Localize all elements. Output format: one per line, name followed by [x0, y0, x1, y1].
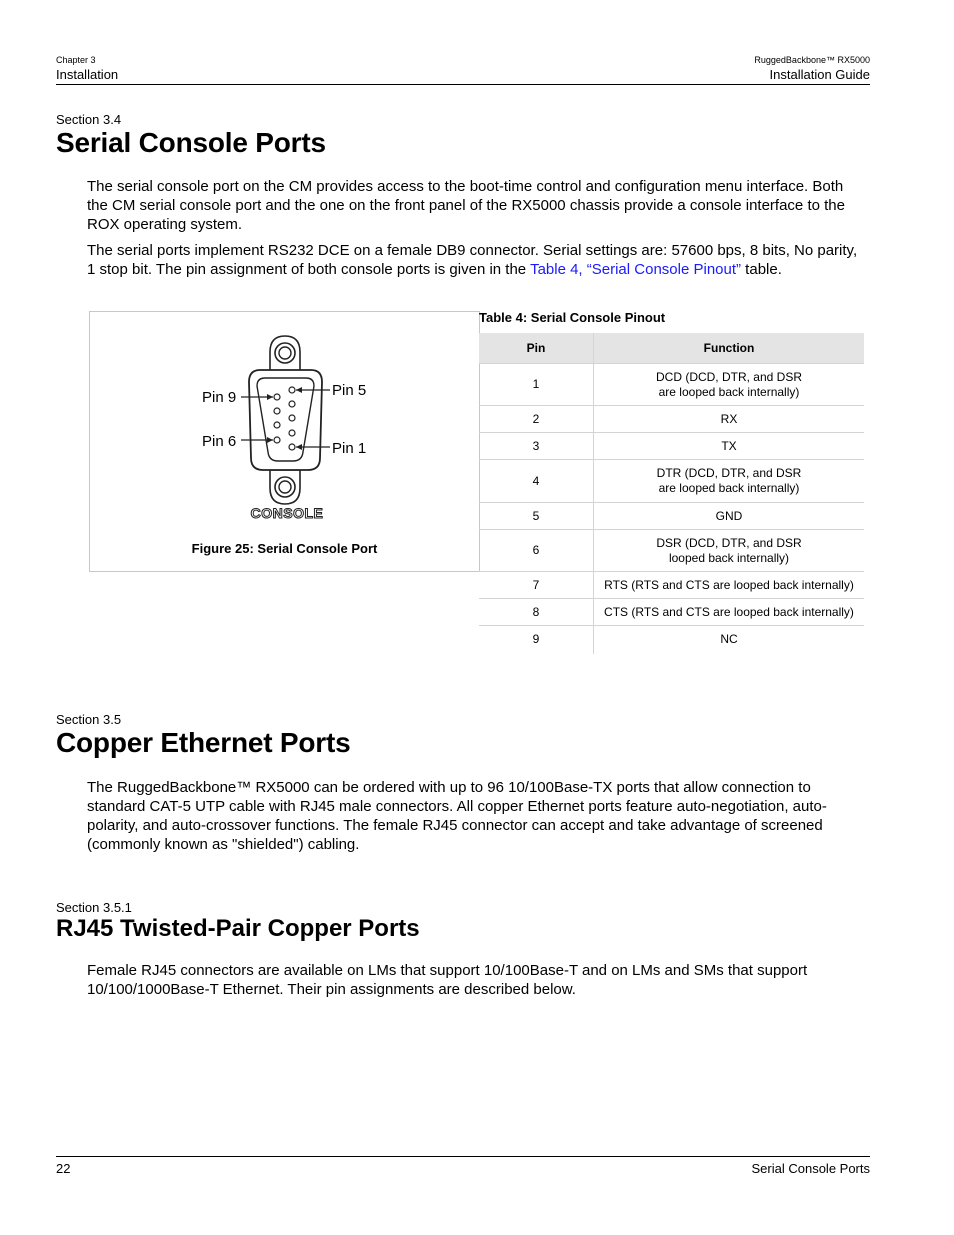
section-title: Serial Console Ports	[56, 127, 326, 158]
header-product: RuggedBackbone™ RX5000	[754, 55, 870, 65]
page-number: 22	[56, 1161, 71, 1176]
figure-box	[89, 311, 480, 572]
pin6-label: Pin 6	[202, 433, 237, 450]
function-line: DSR (DCD, DTR, and DSR	[656, 535, 802, 550]
function-line: DTR (DCD, DTR, and DSR	[656, 466, 802, 480]
header-chapter-title: Installation	[56, 67, 119, 82]
paragraph: The serial console port on the CM provides access to the boot-time control and configuration menu interface. Both the CM serial console port and the one on the front panel of the RX5000 chassis provide a console interface to the ROX operating system.	[87, 178, 845, 233]
function-cell: TX	[594, 433, 865, 460]
bottom-screw-icon	[275, 477, 295, 497]
footer-section-name: Serial Console Ports	[751, 1161, 870, 1176]
table-row	[479, 433, 864, 460]
header-rule	[56, 84, 870, 85]
pin9-label: Pin 9	[202, 389, 237, 406]
pin-cell: 2	[479, 406, 594, 433]
function-line: looped back internally)	[668, 550, 790, 565]
function-cell	[594, 530, 865, 572]
function-line: DCD (DCD, DTR, and DSR	[655, 369, 802, 384]
paragraph	[87, 241, 862, 279]
console-label: CONSOLE	[250, 505, 324, 521]
pin-cell: 9	[479, 626, 594, 654]
section-label: Section 3.4	[56, 112, 122, 127]
pin-cell: 7	[479, 572, 594, 599]
table-reference-link[interactable]: Table 4, “Serial Console Pinout”	[530, 261, 742, 278]
function-cell: GND	[594, 503, 865, 530]
section-label: Section 3.5	[56, 712, 122, 727]
pin5-label: Pin 5	[332, 382, 367, 399]
subsection-title: RJ45 Twisted-Pair Copper Ports	[56, 915, 420, 942]
footer-rule	[56, 1156, 870, 1157]
connector-shell	[249, 370, 322, 470]
pinout-table	[479, 333, 864, 654]
header-chapter: Chapter 3	[56, 55, 96, 65]
pin-cell: 6	[479, 530, 594, 572]
column-header-function: Function	[594, 333, 865, 364]
section-body	[87, 961, 862, 1006]
db9-connector-diagram	[90, 312, 479, 571]
function-cell: RTS (RTS and CTS are looped back internally)	[594, 572, 865, 599]
function-cell	[594, 364, 865, 406]
function-cell: CTS (RTS and CTS are looped back internally)	[594, 599, 865, 626]
table-row	[479, 503, 864, 530]
table-row	[479, 572, 864, 599]
header-doc-title: Installation Guide	[769, 67, 870, 82]
table-caption: Table 4: Serial Console Pinout	[479, 310, 666, 325]
section-body	[87, 177, 862, 286]
table-row	[479, 406, 864, 433]
table-row	[479, 460, 864, 503]
paragraph: The RuggedBackbone™ RX5000 can be ordered with up to 96 10/100Base-TX ports that allow connection to standard CAT-5 UTP cable with RJ45 male connectors. All copper Ethernet ports feature auto-negotiation, auto-polarity, and auto-crossover functions. The female RJ45 connector can accept and take advantage of screened (commonly known as "shielded") cabling.	[87, 779, 827, 853]
top-screw-icon	[275, 343, 295, 363]
section-body	[87, 778, 862, 861]
figure-caption: Figure 25: Serial Console Port	[191, 541, 378, 556]
table-row	[479, 530, 864, 572]
pin-cell: 4	[479, 460, 594, 503]
table-row	[479, 364, 864, 406]
function-line: are looped back internally)	[658, 481, 800, 495]
table-header-row	[479, 333, 864, 364]
pin-cell: 8	[479, 599, 594, 626]
function-cell	[594, 460, 865, 503]
function-cell: NC	[594, 626, 865, 654]
paragraph: Female RJ45 connectors are available on LMs that support 10/100Base-T and on LMs and SMs that support 10/100/1000Base-T Ethernet. Their pin assignments are described below.	[87, 962, 808, 998]
paragraph-text: The serial ports implement RS232 DCE on a female DB9 connector. Serial settings are: 57600 bps, 8 bits, No parity, 1 stop bit. The pin assignment of both console ports is given in the	[87, 242, 858, 278]
function-line: are looped back internally)	[658, 384, 800, 399]
section-label: Section 3.5.1	[56, 900, 132, 915]
column-header-pin: Pin	[479, 333, 594, 364]
pin-cell: 1	[479, 364, 594, 406]
pin-cell: 5	[479, 503, 594, 530]
paragraph-text: table.	[741, 261, 782, 278]
table-row	[479, 626, 864, 654]
pin1-label: Pin 1	[332, 440, 367, 457]
section-title: Copper Ethernet Ports	[56, 727, 351, 758]
pin-cell: 3	[479, 433, 594, 460]
function-cell: RX	[594, 406, 865, 433]
table-row	[479, 599, 864, 626]
